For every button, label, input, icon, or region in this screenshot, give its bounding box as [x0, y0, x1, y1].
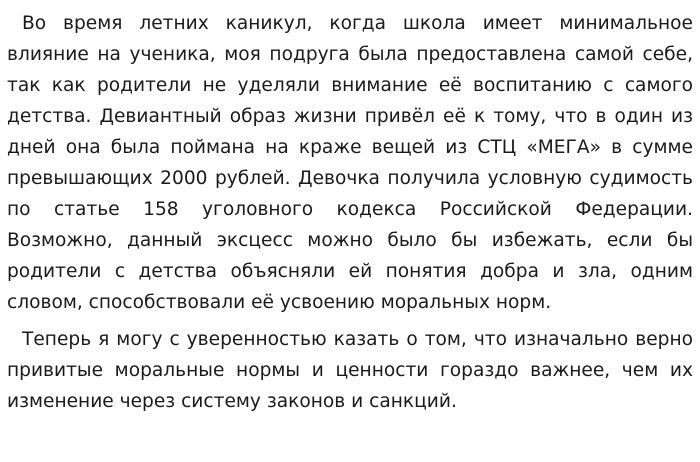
- paragraph-1: Во время летних каникул, когда школа имеет минимальное влияние на ученика, моя подруга была предоставлена самой себе, так как родители не уделяли внимание её воспитанию с самого детства. Девиантный образ жизни привёл её к тому, что в один из дней она была поймана на краже вещей из СТЦ «МЕГА» в сумме превышающих 2000 рублей. Девочка получила условную судимость по статье 158 уголовного кодекса Российской Федерации. Возможно, данный эксцесс можно было бы избежать, если бы родители с детства объясняли ей понятия добра и зла, одним словом, способствовали её усвоению моральных норм.: [7, 13, 693, 313]
- document-body: [7, 8, 693, 417]
- paragraph-2: Теперь я могу с уверенностью казать о том, что изначально верно привитые моральные нормы и ценности гораздо важнее, чем их изменение через систему законов и санкций.: [7, 329, 693, 412]
